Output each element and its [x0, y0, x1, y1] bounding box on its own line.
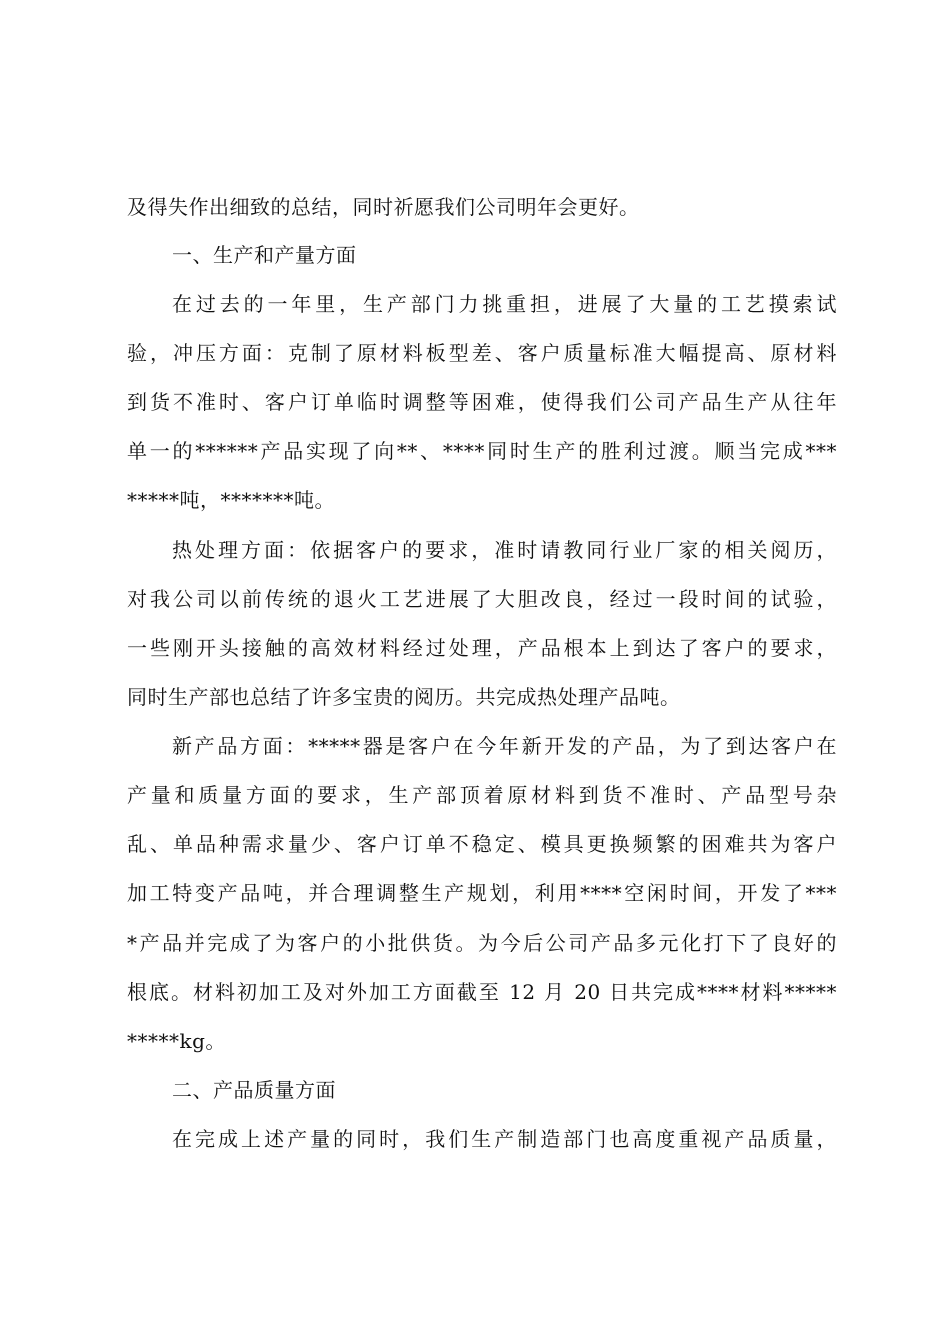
text-line: 验，冲压方面：克制了原材料板型差、客户质量标准大幅提高、原材料: [127, 341, 837, 365]
text-line: 在过去的一年里，生产部门力挑重担，进展了大量的工艺摸索试: [172, 292, 837, 316]
section-heading: 二、产品质量方面: [172, 1078, 336, 1102]
text-line: 同时生产部也总结了许多宝贵的阅历。共完成热处理产品吨。: [127, 685, 681, 709]
text-line: 单一的******产品实现了向**、****同时生产的胜利过渡。顺当完成***: [127, 439, 837, 463]
text-line: *****kg。: [127, 1029, 226, 1053]
text-line: 加工特变产品吨，并合理调整生产规划，利用****空闲时间，开发了***: [127, 881, 837, 905]
text-line: 热处理方面：依据客户的要求，准时请教同行业厂家的相关阅历，: [172, 538, 837, 562]
text-line: 及得失作出细致的总结，同时祈愿我们公司明年会更好。: [127, 195, 640, 219]
text-line: 新产品方面：*****器是客户在今年新开发的产品，为了到达客户在: [172, 734, 837, 758]
text-line: 到货不准时、客户订单临时调整等困难，使得我们公司产品生产从往年: [127, 390, 837, 414]
text-line: *产品并完成了为客户的小批供货。为今后公司产品多元化打下了良好的: [127, 931, 837, 955]
text-line: *****吨，*******吨。: [127, 488, 335, 512]
text-line: 根底。材料初加工及对外加工方面截至 12 月 20 日共完成****材料*****: [127, 980, 837, 1004]
text-line: 在完成上述产量的同时，我们生产制造部门也高度重视产品质量，: [172, 1127, 837, 1151]
section-heading: 一、生产和产量方面: [172, 243, 357, 267]
text-line: 一些刚开头接触的高效材料经过处理，产品根本上到达了客户的要求，: [127, 636, 837, 660]
text-line: 乱、单品种需求量少、客户订单不稳定、模具更换频繁的困难共为客户: [127, 832, 837, 856]
text-line: 对我公司以前传统的退火工艺进展了大胆改良，经过一段时间的试验，: [127, 587, 837, 611]
text-line: 产量和质量方面的要求，生产部顶着原材料到货不准时、产品型号杂: [127, 783, 837, 807]
